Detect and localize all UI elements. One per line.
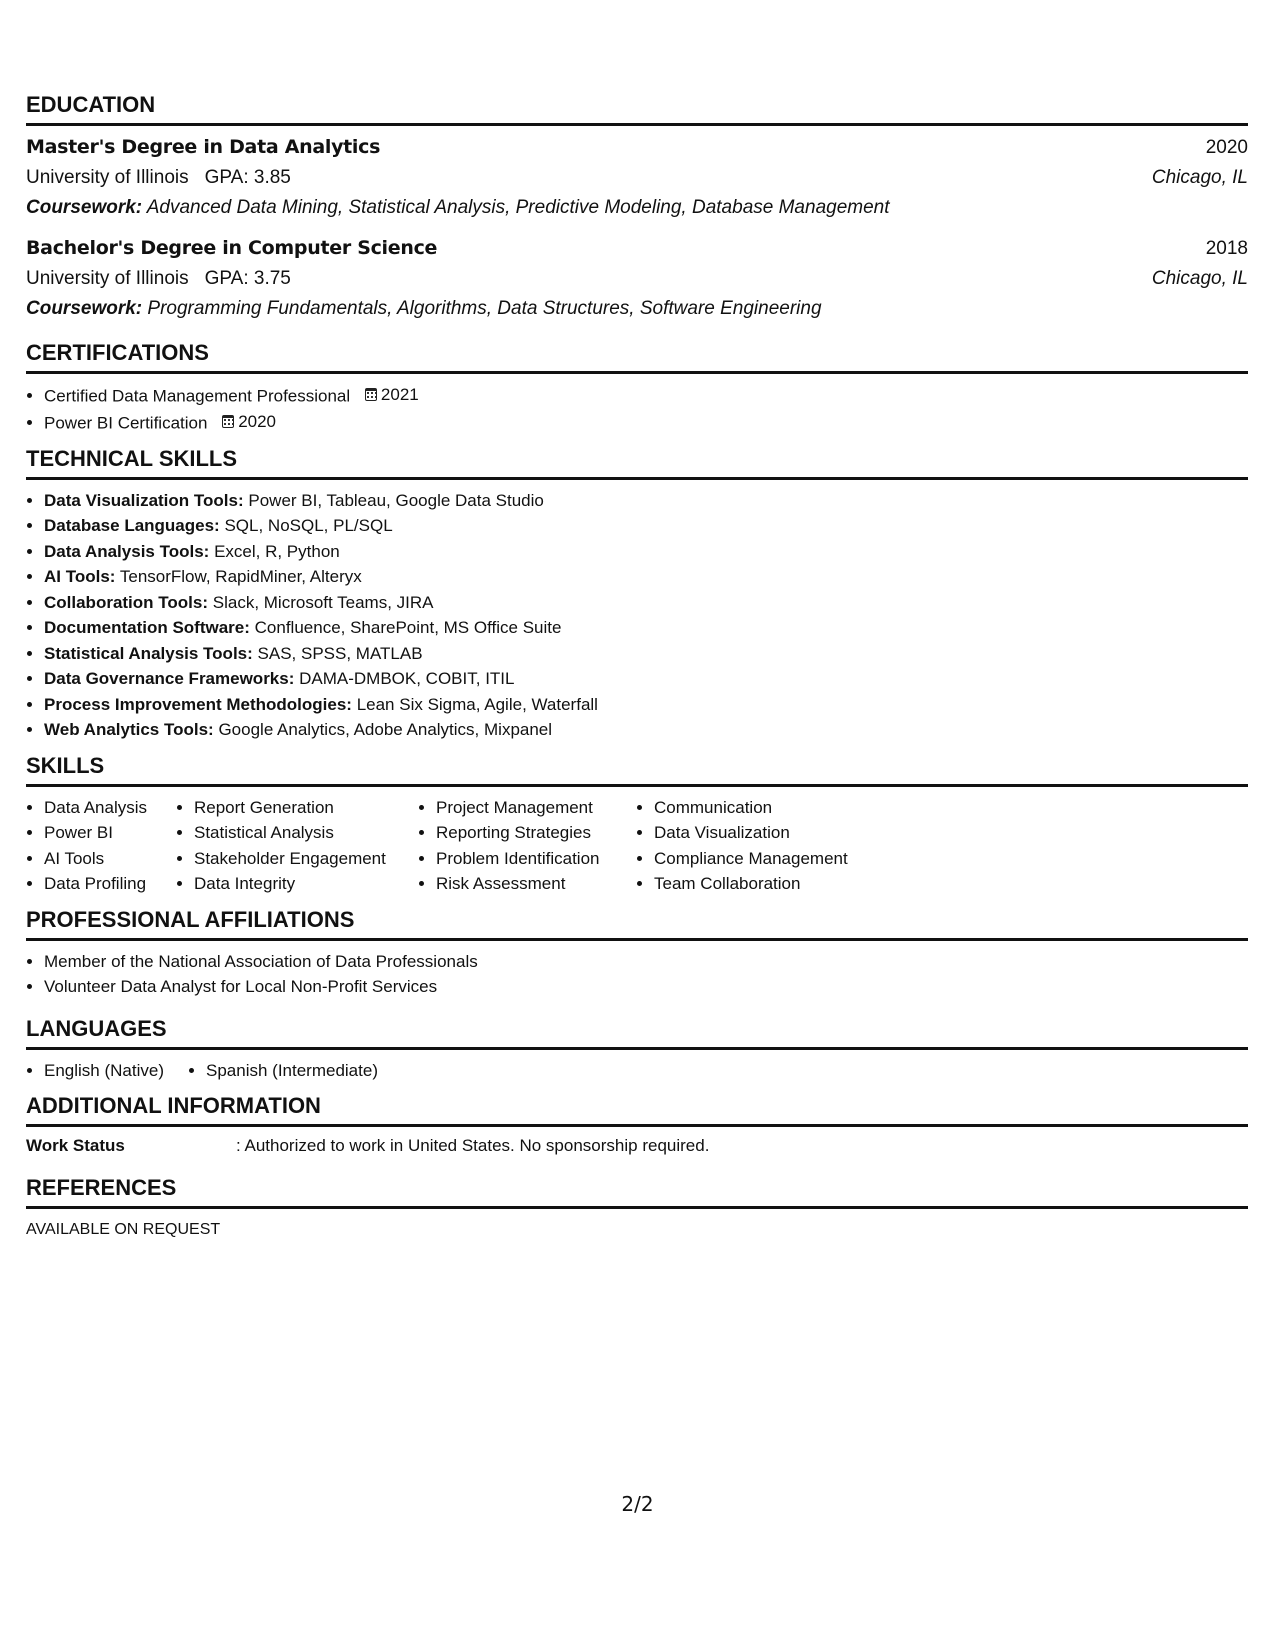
- degree-year: 2020: [1205, 137, 1248, 158]
- gpa: GPA: 3.85: [204, 167, 291, 188]
- list-item: [44, 488, 1248, 514]
- skill-category: Web Analytics Tools:: [44, 720, 214, 739]
- affiliations-list: [26, 949, 1248, 1000]
- list-item: • Spanish (Intermediate): [206, 1058, 378, 1084]
- list-item: [44, 409, 1248, 436]
- coursework-list: Programming Fundamentals, Algorithms, Data Structures, Software Engineering: [147, 298, 822, 319]
- education-section: [26, 92, 1248, 324]
- degree-year: 2018: [1205, 238, 1248, 259]
- gpa: GPA: 3.75: [204, 268, 291, 289]
- skill-values: Confluence, SharePoint, MS Office Suite: [254, 618, 562, 637]
- section-title-references: REFERENCES: [26, 1175, 1248, 1209]
- work-status-label: Work Status: [26, 1136, 125, 1155]
- list-item: • Report Generation: [194, 795, 418, 821]
- list-item: • Member of the National Association of Data Professionals: [44, 949, 1248, 975]
- skill-values: Power BI, Tableau, Google Data Studio: [248, 490, 544, 510]
- list-item: • Volunteer Data Analyst for Local Non-Profit Services: [44, 974, 1248, 1000]
- work-status-value: : Authorized to work in United States. No sponsorship required.: [236, 1136, 710, 1155]
- skills-column: [418, 795, 636, 897]
- list-item: • English (Native): [44, 1058, 164, 1084]
- technical-skills-list: [26, 488, 1248, 743]
- certification-year: 2021: [380, 385, 419, 404]
- additional-info-section: [26, 1093, 1248, 1159]
- degree-title: Master's Degree in Data Analytics: [26, 136, 381, 158]
- page-number: 2/2: [621, 1492, 654, 1516]
- list-item: • Data Visualization: [654, 820, 894, 846]
- languages-section: [26, 1016, 1248, 1084]
- list-item: • Compliance Management: [654, 846, 894, 872]
- section-title-certifications: CERTIFICATIONS: [26, 340, 1248, 374]
- school-location: Chicago, IL: [1151, 268, 1248, 289]
- skills-section: [26, 753, 1248, 897]
- list-item: • Statistical Analysis: [194, 820, 418, 846]
- list-item: • Risk Assessment: [436, 871, 636, 897]
- calendar-icon: [222, 415, 234, 428]
- list-item: • Data Profiling: [44, 871, 176, 897]
- skill-values: SQL, NoSQL, PL/SQL: [224, 516, 393, 535]
- list-item: [44, 615, 1248, 641]
- skill-values: TensorFlow, RapidMiner, Alteryx: [119, 567, 362, 586]
- affiliations-section: [26, 907, 1248, 1000]
- list-item: • Problem Identification: [436, 846, 636, 872]
- skill-values: SAS, SPSS, MATLAB: [257, 643, 423, 663]
- skill-category: Statistical Analysis Tools:: [44, 643, 253, 663]
- skill-values: Excel, R, Python: [214, 541, 340, 561]
- degree-title: Bachelor's Degree in Computer Science: [26, 237, 438, 259]
- school-name: University of Illinois: [26, 167, 189, 188]
- section-title-languages: LANGUAGES: [26, 1016, 1248, 1050]
- technical-skills-section: [26, 446, 1248, 743]
- list-item: [44, 513, 1248, 539]
- skill-category: Documentation Software:: [44, 618, 250, 637]
- list-item: [44, 382, 1248, 409]
- skill-category: Data Visualization Tools:: [44, 490, 244, 510]
- list-item: • Communication: [654, 795, 894, 821]
- list-item: • Reporting Strategies: [436, 820, 636, 846]
- section-title-affiliations: PROFESSIONAL AFFILIATIONS: [26, 907, 1248, 941]
- list-item: [44, 666, 1248, 692]
- coursework-list: Advanced Data Mining, Statistical Analysis, Predictive Modeling, Database Management: [146, 197, 890, 218]
- skill-category: Data Analysis Tools:: [44, 541, 210, 561]
- coursework-label: Coursework:: [26, 197, 143, 218]
- skills-grid: [26, 795, 1248, 897]
- certification-name: Certified Data Management Professional: [44, 386, 351, 406]
- list-item: [44, 692, 1248, 718]
- section-title-skills: SKILLS: [26, 753, 1248, 787]
- skills-column: [176, 795, 418, 897]
- skill-values: Google Analytics, Adobe Analytics, Mixpanel: [218, 720, 553, 739]
- skill-values: DAMA-DMBOK, COBIT, ITIL: [299, 669, 515, 688]
- info-row: [26, 1133, 1248, 1159]
- skill-category: Database Languages:: [44, 516, 220, 535]
- school-location: Chicago, IL: [1151, 167, 1248, 188]
- list-item: • Project Management: [436, 795, 636, 821]
- coursework-label: Coursework:: [26, 298, 143, 319]
- section-title-additional-info: ADDITIONAL INFORMATION: [26, 1093, 1248, 1127]
- education-entry: [26, 223, 1248, 324]
- list-item: [44, 717, 1248, 743]
- certification-name: Power BI Certification: [44, 413, 208, 432]
- coursework: [26, 193, 1248, 223]
- school-name: University of Illinois: [26, 268, 189, 289]
- resume-page: [26, 92, 1248, 1242]
- calendar-icon: [365, 388, 377, 401]
- coursework: [26, 294, 1248, 324]
- list-item: [44, 590, 1248, 616]
- skills-column: [636, 795, 894, 897]
- certification-year: 2020: [238, 411, 277, 431]
- section-title-technical-skills: TECHNICAL SKILLS: [26, 446, 1248, 480]
- skill-values: Lean Six Sigma, Agile, Waterfall: [356, 694, 598, 714]
- list-item: • Data Integrity: [194, 871, 418, 897]
- list-item: • Stakeholder Engagement: [194, 846, 418, 872]
- list-item: • Data Analysis: [44, 795, 176, 821]
- education-entry: [26, 126, 1248, 223]
- languages-list: [26, 1058, 1248, 1084]
- list-item: [44, 539, 1248, 565]
- skill-category: Data Governance Frameworks:: [44, 669, 295, 688]
- skill-category: Collaboration Tools:: [44, 592, 209, 612]
- list-item: • AI Tools: [44, 846, 176, 872]
- references-text: AVAILABLE ON REQUEST: [26, 1220, 221, 1238]
- references-section: [26, 1175, 1248, 1242]
- list-item: • Power BI: [44, 820, 176, 846]
- list-item: • Team Collaboration: [654, 871, 894, 897]
- skill-category: Process Improvement Methodologies:: [44, 694, 352, 714]
- skill-values: Slack, Microsoft Teams, JIRA: [212, 592, 434, 612]
- certifications-list: [26, 382, 1248, 436]
- skill-category: AI Tools:: [44, 567, 116, 586]
- list-item: [44, 641, 1248, 667]
- skills-column: [26, 795, 176, 897]
- section-title-education: EDUCATION: [26, 92, 1248, 126]
- certifications-section: [26, 340, 1248, 436]
- list-item: [44, 564, 1248, 590]
